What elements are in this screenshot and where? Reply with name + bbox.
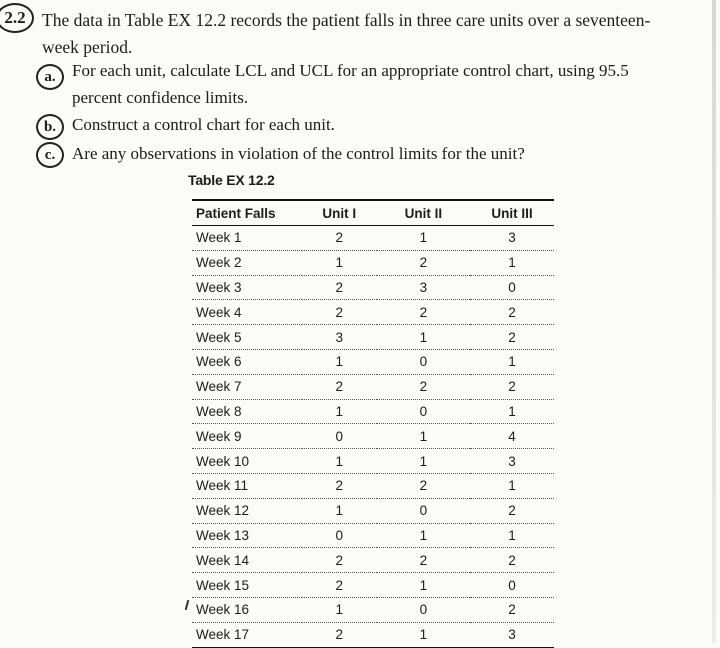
- week-cell: Week 11: [192, 473, 302, 498]
- unit-ii-cell: 0: [377, 597, 470, 622]
- unit-i-cell: 1: [302, 449, 377, 474]
- unit-iii-cell: 2: [470, 498, 554, 523]
- unit-i-cell: 2: [302, 622, 377, 647]
- unit-iii-cell: 3: [470, 449, 554, 474]
- problem-number: 2.2: [0, 3, 34, 33]
- week-cell: Week 16: [192, 597, 302, 622]
- week-cell: Week 3: [192, 275, 302, 300]
- unit-ii-cell: 0: [377, 498, 470, 523]
- unit-iii-cell: 3: [470, 226, 554, 251]
- week-cell: Week 6: [192, 349, 302, 374]
- week-cell: Week 10: [192, 449, 302, 474]
- week-cell: Week 9: [192, 424, 302, 449]
- table-title: Table EX 12.2: [188, 172, 275, 188]
- unit-i-cell: 1: [302, 399, 377, 424]
- unit-ii-cell: 1: [377, 424, 470, 449]
- unit-iii-cell: 4: [470, 424, 554, 449]
- unit-ii-cell: 1: [377, 325, 470, 350]
- table-row: [192, 473, 554, 498]
- week-cell: Week 1: [192, 226, 302, 251]
- table-row: [192, 374, 554, 399]
- week-cell: Week 14: [192, 548, 302, 573]
- unit-iii-cell: 2: [470, 548, 554, 573]
- problem-stem: The data in Table EX 12.2 records the patient falls in three care units over a seventeen-week period.: [42, 10, 651, 57]
- unit-iii-cell: 2: [470, 597, 554, 622]
- patient-falls-table: [192, 199, 554, 648]
- part-c-text: Are any observations in violation of the control limits for the unit?: [72, 144, 525, 163]
- week-cell: Week 17: [192, 622, 302, 647]
- table-row: [192, 449, 554, 474]
- header-unit-ii: Unit II: [377, 200, 470, 226]
- table-row: [192, 622, 554, 647]
- table-row: [192, 325, 554, 350]
- unit-iii-cell: 1: [470, 399, 554, 424]
- table-row: [192, 523, 554, 548]
- unit-iii-cell: 1: [470, 473, 554, 498]
- table-row: [192, 399, 554, 424]
- unit-ii-cell: 1: [377, 523, 470, 548]
- table-row: [192, 424, 554, 449]
- header-patient-falls: Patient Falls: [192, 200, 302, 226]
- table-row: [192, 300, 554, 325]
- unit-i-cell: 1: [302, 250, 377, 275]
- unit-i-cell: 1: [302, 498, 377, 523]
- week-cell: Week 12: [192, 498, 302, 523]
- margin-mark: [185, 600, 190, 610]
- part-a-text: For each unit, calculate LCL and UCL for an appropriate control chart, using 95.5 percent confidence limits.: [72, 61, 629, 107]
- unit-i-cell: 2: [302, 548, 377, 573]
- week-cell: Week 4: [192, 300, 302, 325]
- unit-i-cell: 2: [302, 473, 377, 498]
- table-row: [192, 597, 554, 622]
- unit-iii-cell: 2: [470, 325, 554, 350]
- unit-iii-cell: 1: [470, 250, 554, 275]
- unit-i-cell: 1: [302, 349, 377, 374]
- unit-ii-cell: 0: [377, 349, 470, 374]
- unit-i-cell: 3: [302, 325, 377, 350]
- unit-ii-cell: 1: [377, 226, 470, 251]
- unit-i-cell: 1: [302, 597, 377, 622]
- table-row: [192, 498, 554, 523]
- part-a-marker: a.: [36, 64, 64, 90]
- unit-i-cell: 2: [302, 275, 377, 300]
- unit-i-cell: 2: [302, 573, 377, 598]
- unit-i-cell: 2: [302, 226, 377, 251]
- unit-ii-cell: 2: [377, 548, 470, 573]
- unit-i-cell: 0: [302, 424, 377, 449]
- part-b-marker: b.: [36, 114, 64, 140]
- week-cell: Week 8: [192, 399, 302, 424]
- unit-ii-cell: 3: [377, 275, 470, 300]
- week-cell: Week 5: [192, 325, 302, 350]
- table-row: [192, 548, 554, 573]
- header-unit-i: Unit I: [302, 200, 377, 226]
- part-b-text: Construct a control chart for each unit.: [72, 115, 335, 134]
- unit-ii-cell: 2: [377, 300, 470, 325]
- table-header-row: [192, 200, 554, 226]
- unit-ii-cell: 1: [377, 622, 470, 647]
- unit-ii-cell: 1: [377, 449, 470, 474]
- week-cell: Week 15: [192, 573, 302, 598]
- unit-iii-cell: 0: [470, 573, 554, 598]
- unit-iii-cell: 1: [470, 349, 554, 374]
- table-row: [192, 349, 554, 374]
- unit-iii-cell: 1: [470, 523, 554, 548]
- table-row: [192, 275, 554, 300]
- week-cell: Week 13: [192, 523, 302, 548]
- unit-ii-cell: 2: [377, 473, 470, 498]
- unit-iii-cell: 2: [470, 300, 554, 325]
- unit-ii-cell: 1: [377, 573, 470, 598]
- table-row: [192, 250, 554, 275]
- table-row: [192, 573, 554, 598]
- header-unit-iii: Unit III: [470, 200, 554, 226]
- unit-ii-cell: 2: [377, 250, 470, 275]
- table-row: [192, 226, 554, 251]
- week-cell: Week 7: [192, 374, 302, 399]
- page-edge: [712, 0, 716, 643]
- unit-iii-cell: 0: [470, 275, 554, 300]
- unit-i-cell: 2: [302, 374, 377, 399]
- unit-ii-cell: 0: [377, 399, 470, 424]
- unit-iii-cell: 2: [470, 374, 554, 399]
- part-c-marker: c.: [36, 142, 64, 168]
- week-cell: Week 2: [192, 250, 302, 275]
- unit-ii-cell: 2: [377, 374, 470, 399]
- unit-iii-cell: 3: [470, 622, 554, 647]
- unit-i-cell: 2: [302, 300, 377, 325]
- unit-i-cell: 0: [302, 523, 377, 548]
